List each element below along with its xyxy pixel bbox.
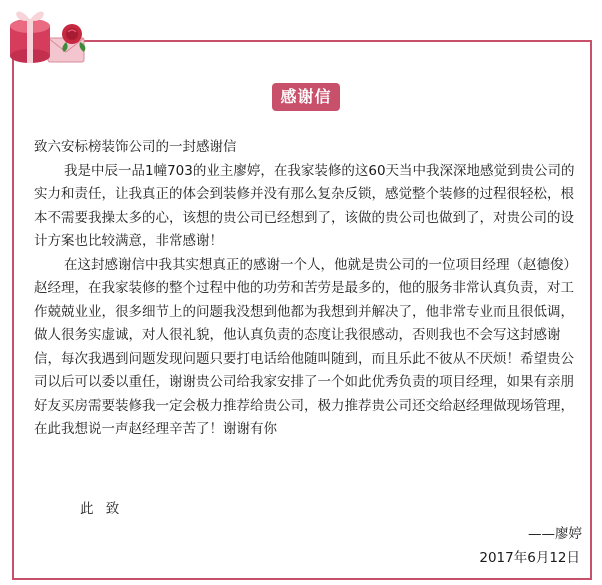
letter-closing: 此 致 [80, 501, 124, 517]
letter-date: 2017年6月12日 [479, 550, 580, 566]
page-title: 感谢信 [272, 83, 340, 111]
gift-box-icon [10, 12, 50, 64]
letter-paragraph: 我是中辰一品1幢703的业主廖婷，在我家装修的这60天当中我深深地感觉到贵公司的实力和责任，让我真正的体会到装修并没有那么复杂反锁，感觉整个装修的过程很轻松，根本不需要我操太多的心，该想的贵公司已经想到了，该做的贵公司也做到了，对贵公司的设计方案也比较满意，非常感谢！ [34, 162, 575, 249]
letter-body [34, 136, 582, 442]
gift-box-rose-icon [0, 0, 120, 80]
letter-signature: ——廖婷 [528, 526, 582, 542]
letter-paragraph: 在这封感谢信中我其实想真正的感谢一个人，他就是贵公司的一位项目经理（赵德俊）赵经理，在我家装修的整个过程中他的功劳和苦劳是最多的，他的服务非常认真负责，对工作兢兢业业，很多细节上的问题我没想到他都为我想到并解决了，他非常专业而且很低调，做人很务实虚诚，对人很礼貌，他认真负责的态度让我很感动，否则我也不会写这封感谢信，每次我遇到问题发现问题只要打电话给他随叫随到，而且乐此不彼从不厌烦！希望贵公司以后可以委以重任，谢谢贵公司给我家安排了一个如此优秀负责的项目经理，如果有亲朋好友买房需要装修我一定会极力推荐给贵公司，极力推荐贵公司还交给赵经理做现场管理，在此我想说一声赵经理辛苦了！谢谢有你 [34, 256, 577, 437]
letter-salutation: 致六安标榜装饰公司的一封感谢信 [34, 139, 237, 155]
